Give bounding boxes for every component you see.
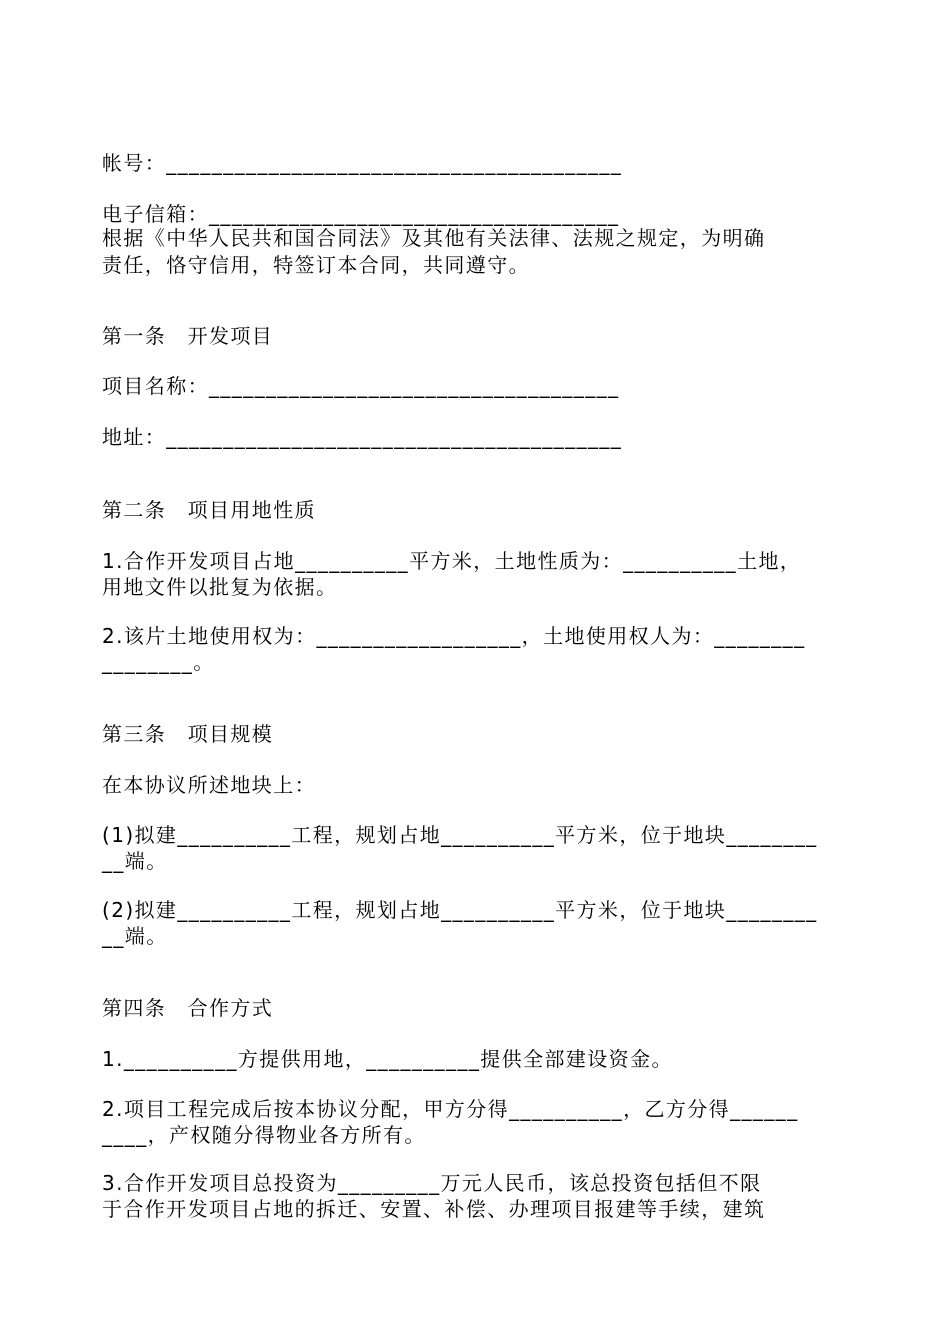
article-3-heading: 第三条 项目规模: [102, 722, 274, 746]
project-name-field-line: 项目名称：____________________________________: [102, 374, 620, 398]
coop-clause-2-line-2: ____，产权随分得物业各方所有。: [102, 1123, 426, 1147]
land-clause-1-line-1: 1.合作开发项目占地__________平方米，土地性质为：__________土地，: [102, 549, 802, 573]
coop-clause-2-line-1: 2.项目工程完成后按本协议分配，甲方分得__________，乙方分得______: [102, 1097, 799, 1121]
coop-clause-1-line: 1.__________方提供用地，__________提供全部建设资金。: [102, 1047, 673, 1071]
coop-clause-3-line-1: 3.合作开发项目总投资为_________万元人民币，该总投资包括但不限: [102, 1171, 762, 1195]
scale-item-1-line-1: (1)拟建__________工程，规划占地__________平方米，位于地块________: [102, 823, 818, 847]
scale-intro-line: 在本协议所述地块上：: [102, 773, 316, 797]
account-field-line: 帐号：________________________________________: [102, 151, 623, 175]
article-2-heading: 第二条 项目用地性质: [102, 498, 316, 522]
land-clause-2-line-1: 2.该片土地使用权为：__________________，土地使用权人为：________: [102, 624, 806, 648]
address-field-line: 地址：________________________________________: [102, 425, 623, 449]
preamble-line-2: 责任，恪守信用，特签订本合同，共同遵守。: [102, 253, 530, 277]
land-clause-2-line-2: ________。: [102, 650, 215, 674]
scale-item-1-line-2: __端。: [102, 849, 168, 873]
preamble-line-1: 根据《中华人民共和国合同法》及其他有关法律、法规之规定，为明确: [102, 226, 766, 250]
scale-item-2-line-2: __端。: [102, 924, 168, 948]
land-clause-1-line-2: 用地文件以批复为依据。: [102, 575, 338, 599]
email-field-line: 电子信箱：____________________________________: [102, 202, 620, 226]
article-4-heading: 第四条 合作方式: [102, 996, 274, 1020]
scale-item-2-line-1: (2)拟建__________工程，规划占地__________平方米，位于地块________: [102, 898, 818, 922]
coop-clause-3-line-2: 于合作开发项目占地的拆迁、安置、补偿、办理项目报建等手续，建筑: [102, 1197, 766, 1221]
article-1-heading: 第一条 开发项目: [102, 324, 274, 348]
